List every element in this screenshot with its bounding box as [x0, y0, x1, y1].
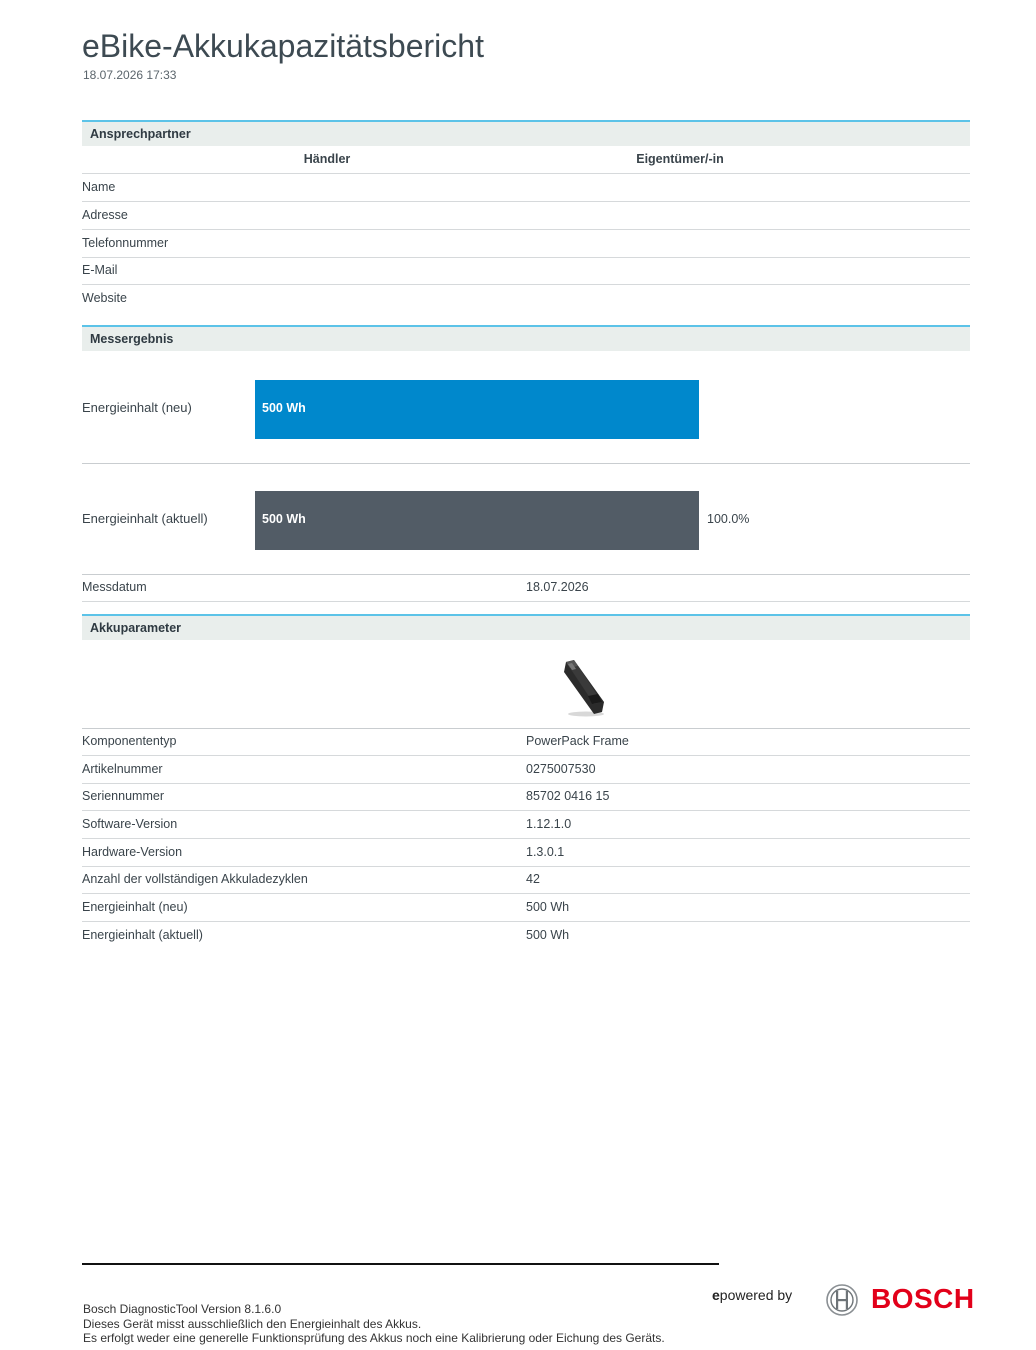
- bosch-armature-icon: [826, 1284, 858, 1316]
- footer-note-2: Es erfolgt weder eine generelle Funktionsprüfung des Akkus noch eine Kalibrierung oder Eichung des Geräts.: [83, 1331, 665, 1345]
- param-label: Energieinhalt (neu): [82, 900, 188, 914]
- param-row: [82, 866, 970, 894]
- contact-label: E-Mail: [82, 263, 118, 277]
- measurement-date-label: Messdatum: [82, 580, 147, 594]
- footer-note-1: Dieses Gerät misst ausschließlich den Energieinhalt des Akkus.: [83, 1317, 422, 1331]
- param-value: 500 Wh: [526, 900, 570, 914]
- measurement-date-value: 18.07.2026: [526, 580, 589, 594]
- param-row: [82, 783, 970, 811]
- param-label: Software-Version: [82, 817, 178, 831]
- section-battery-heading: Akkuparameter: [82, 614, 970, 640]
- param-row: [82, 756, 970, 784]
- bosch-logo-text: BOSCH: [871, 1283, 975, 1314]
- dealer-column-label: Händler: [303, 152, 351, 166]
- contact-row-phone: [82, 230, 970, 258]
- contact-row-address: [82, 202, 970, 230]
- contact-row-website: [82, 285, 970, 313]
- energy-new-label: Energieinhalt (neu): [82, 400, 192, 415]
- battery-pack-icon: [558, 658, 610, 718]
- powered-by-text: [712, 1287, 792, 1303]
- contacts-column-header: [82, 146, 970, 174]
- param-value: 1.3.0.1: [526, 845, 565, 859]
- param-label: Seriennummer: [82, 789, 164, 803]
- param-value: PowerPack Frame: [526, 734, 629, 748]
- powered-by-label: powered by: [719, 1287, 793, 1303]
- param-row: [82, 922, 970, 950]
- param-value: 500 Wh: [526, 928, 570, 942]
- energy-new-bar: [255, 380, 699, 439]
- param-row: [82, 728, 970, 756]
- energy-current-bar-value: 500 Wh: [262, 512, 306, 526]
- param-row: [82, 894, 970, 922]
- contact-label: Name: [82, 180, 116, 194]
- param-value: 1.12.1.0: [526, 817, 572, 831]
- contact-row-email: [82, 257, 970, 285]
- param-label: Komponententyp: [82, 734, 177, 748]
- section-result-heading: Messergebnis: [82, 325, 970, 351]
- param-row: [82, 811, 970, 839]
- footer-rule: [82, 1263, 719, 1265]
- energy-current-label: Energieinhalt (aktuell): [82, 511, 208, 526]
- param-label: Hardware-Version: [82, 845, 183, 859]
- energy-new-bar-value: 500 Wh: [262, 401, 306, 415]
- contact-label: Website: [82, 291, 127, 305]
- contact-label: Telefonnummer: [82, 236, 169, 250]
- param-value: 85702 0416 15: [526, 789, 610, 803]
- section-contacts-heading: Ansprechpartner: [82, 120, 970, 146]
- energy-percent: 100.0%: [707, 512, 750, 526]
- energy-current-bar: [255, 491, 699, 550]
- param-label: Energieinhalt (aktuell): [82, 928, 203, 942]
- footer-version: Bosch DiagnosticTool Version 8.1.6.0: [83, 1302, 282, 1316]
- measurement-date-row: [82, 574, 970, 602]
- param-label: Anzahl der vollständigen Akkuladezyklen: [82, 872, 308, 886]
- contact-label: Adresse: [82, 208, 128, 222]
- report-timestamp: 18.07.2026 17:33: [83, 68, 177, 82]
- report-title: eBike-Akkukapazitätsbericht: [82, 28, 484, 64]
- owner-column-label: Eigentümer/-in: [636, 152, 724, 166]
- powered-by-prefix: e: [712, 1287, 720, 1303]
- result-divider: [82, 463, 970, 464]
- param-row: [82, 839, 970, 867]
- param-value: 42: [526, 872, 540, 886]
- contact-row-name: [82, 174, 970, 202]
- param-value: 0275007530: [526, 762, 596, 776]
- param-label: Artikelnummer: [82, 762, 163, 776]
